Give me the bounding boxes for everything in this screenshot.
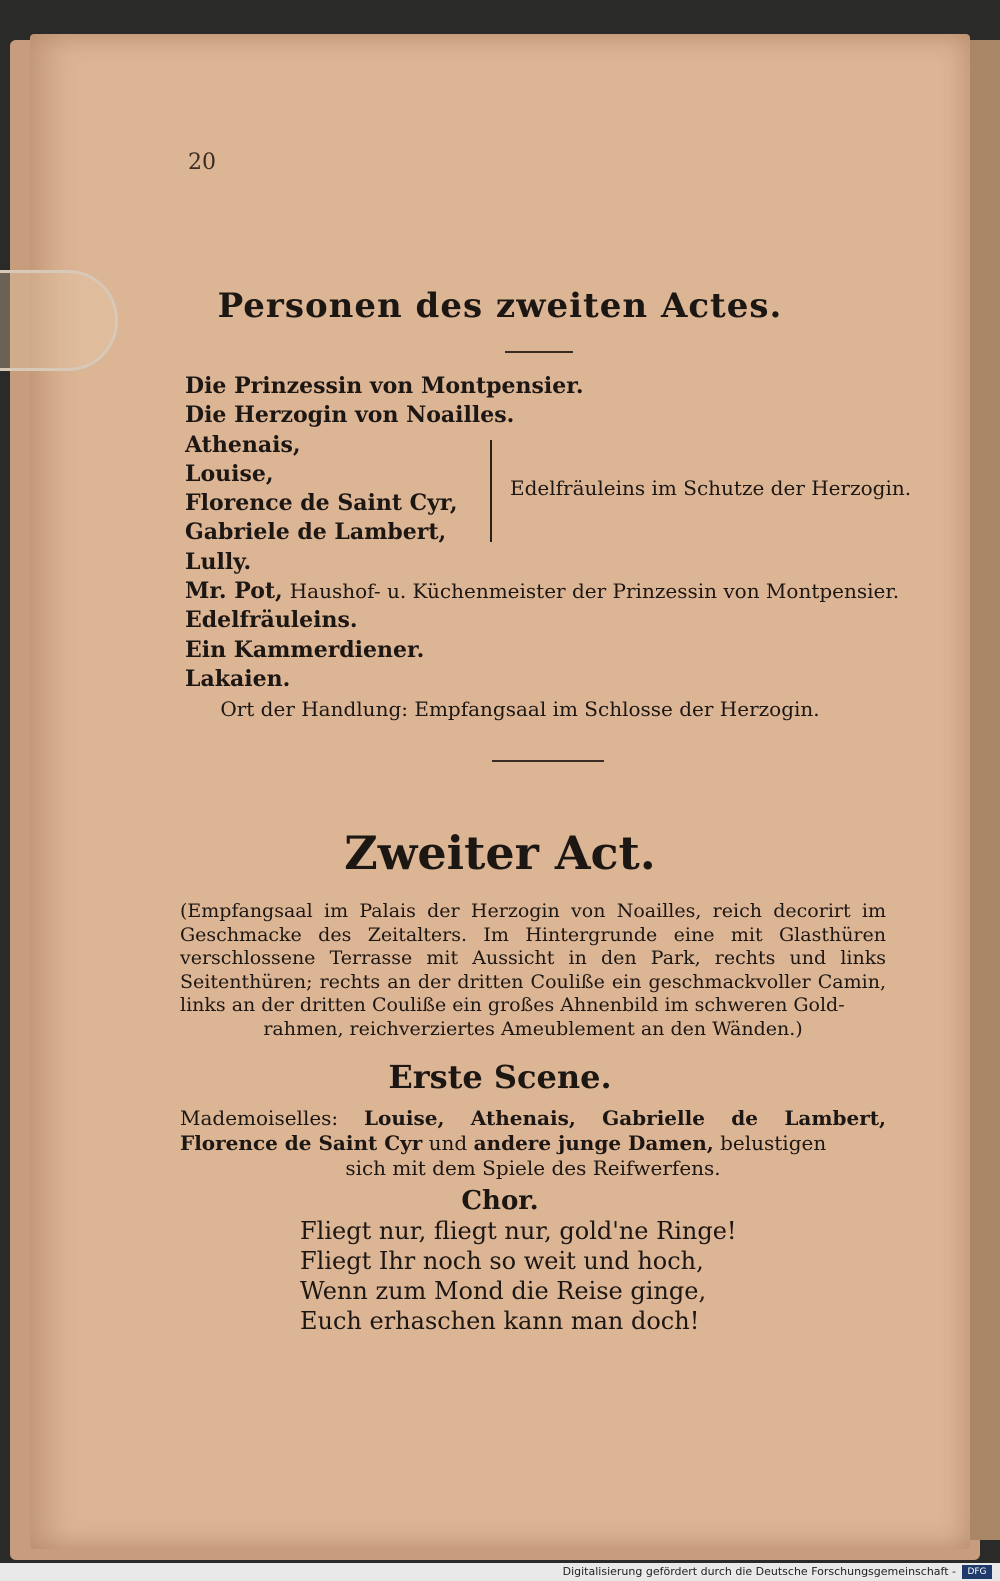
scene-description (180, 1106, 886, 1181)
scene-title: Erste Scene. (388, 1058, 612, 1096)
cast-item: Lakaien. (185, 665, 291, 692)
location-line: Ort der Handlung: Empfangsaal im Schlosse der Herzogin. (220, 697, 820, 721)
scene-desc-names: andere junge Damen, (473, 1131, 714, 1155)
cast-item: Mr. Pot, Haushof- u. Küchenmeister der Prinzessin von Montpensier. (185, 578, 900, 605)
scene-desc-last: sich mit dem Spiele des Reifwerfens. (345, 1156, 721, 1180)
cast-item: Gabriele de Lambert, (185, 519, 447, 546)
verse-line: Wenn zum Mond die Reise ginge, (300, 1277, 707, 1305)
scene-desc-names: Florence de Saint Cyr (180, 1131, 423, 1155)
cast-item: Ein Kammerdiener. (185, 636, 425, 663)
verse-line: Fliegt nur, fliegt nur, gold'ne Ringe! (300, 1217, 737, 1245)
cast-item: Die Herzogin von Noailles. (185, 402, 515, 429)
stage-direction (180, 900, 886, 1042)
scene-desc-und: und (428, 1131, 468, 1155)
title-rule (505, 351, 573, 353)
page-edge (970, 40, 1000, 1540)
page-number: 20 (188, 150, 216, 175)
cast-item: Lully. (185, 548, 252, 575)
cast-item: Edelfräuleins. (185, 607, 358, 634)
verse-block (300, 1216, 737, 1336)
cast-list (185, 372, 899, 694)
cast-item: Florence de Saint Cyr, (185, 490, 458, 517)
scene-desc-rest: belustigen (720, 1131, 827, 1155)
brace-label: Edelfräuleins im Schutze der Herzogin. (510, 476, 912, 500)
act-title: Zweiter Act. (344, 826, 656, 880)
verse-line: Euch erhaschen kann man doch! (300, 1307, 700, 1335)
section-rule (492, 760, 604, 762)
verse-line: Fliegt Ihr noch so weit und hoch, (300, 1247, 704, 1275)
footer-credit: Digitalisierung gefördert durch die Deutsche Forschungsgemeinschaft - (0, 1563, 1000, 1581)
scene-desc-prefix: Mademoiselles: (180, 1106, 339, 1130)
cast-item: Louise, (185, 460, 274, 487)
cast-item: Die Prinzessin von Montpensier. (185, 373, 584, 399)
stage-direction-last: rahmen, reichverziertes Ameublement an den Wänden.) (263, 1017, 803, 1040)
scene-desc-names: Louise, Athenais, Gabrielle de Lambert, (363, 1106, 887, 1130)
chor-title: Chor. (461, 1186, 539, 1216)
dfg-logo: DFG (962, 1565, 992, 1579)
stage-direction-main: (Empfangsaal im Palais der Herzogin von Noailles, reich decorirt im Geschmacke des Zeitalters. Im Hintergrunde eine mit Glasthüren verschlossene Terrasse mit Aussicht in den Park, rechts und links Seitenthüren; rechts an der dritten Couliße ein geschmackvoller Camin, links an der dritten Couliße ein großes Ahnenbild im schweren Gold- (180, 900, 886, 1017)
brace-bracket (490, 440, 500, 542)
cast-item: Athenais, (185, 431, 301, 458)
personen-title: Personen des zweiten Actes. (217, 286, 783, 326)
